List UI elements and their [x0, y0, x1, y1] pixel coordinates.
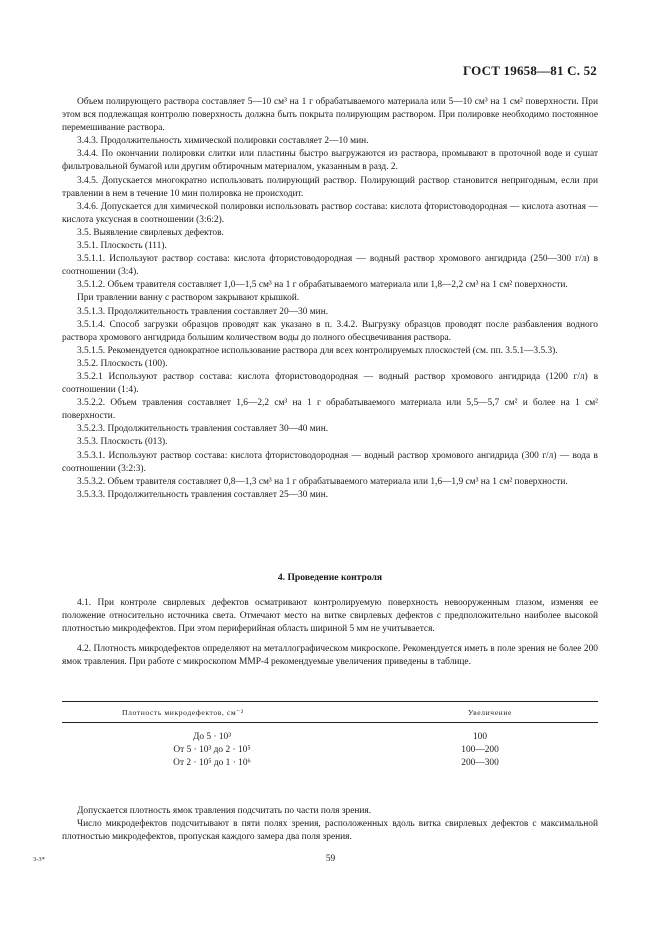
paragraph: 3.5.3.1. Используют раствор состава: кислота фтористоводородная — водный раствор хромового ангидрида (300 г/л) — вода в соотношении (3:2:3). — [62, 450, 598, 474]
paragraph: 3.4.3. Продолжительность химической полировки составляет 2—10 мин. — [77, 136, 369, 147]
table-row — [62, 744, 598, 757]
paragraph: 3.5.3.3. Продолжительность травления составляет 25—30 мин. — [77, 489, 329, 500]
paragraph: 3.5.1. Плоскость (111). — [77, 241, 167, 252]
paragraph: 3.4.4. По окончании полировки слитки или пластины быстро выгружаются из раствора, промывают в проточной воде и сушат фильтровальной бумагой или другим обтирочным материалом, указанным в разд. 2. — [62, 149, 598, 173]
table-cell: От 5 · 10³ до 2 · 10⁵ — [173, 745, 251, 755]
section-4-text — [62, 597, 598, 676]
paragraph: 3.5.1.1. Используют раствор состава: кислота фтористоводородная — водный раствор хромового ангидрида (250—300 г/л) в соотношении (3:4). — [62, 254, 598, 278]
paragraph: 3.5. Выявление свирлевых дефектов. — [77, 227, 224, 238]
table-header — [62, 702, 598, 722]
page-number: 59 — [325, 854, 336, 864]
table-cell: 100—200 — [461, 745, 499, 755]
paragraph: 3.5.3. Плоскость (013). — [77, 437, 168, 448]
paragraph: 4.1. При контроле свирлевых дефектов осматривают контролируемую поверхность невооруженным глазом, изменяя ее положение относительно источника света. Отмечают место на витке свирлевых дефектов с предположительно наиболее высокой плотностью микродефектов. При этом периферийная область шириной 5 мм не учитывается. — [62, 598, 598, 635]
table-row — [62, 731, 598, 744]
footer-mark: 3-3* — [33, 856, 45, 863]
paragraph: 3.5.2.2. Объем травления составляет 1,6—2,2 см³ на 1 г обрабатываемого материала или 5,5—5,7 см² и более на 1 см² поверхности. — [62, 398, 598, 422]
paragraph: 3.5.2.1 Используют раствор состава: кислота фтористоводородная — водный раствор хромового ангидрида (1200 г/л) в соотношении (1:4). — [62, 371, 598, 396]
paragraph: При травлении ванну с раствором закрывают крышкой. — [77, 293, 300, 304]
closing-text — [62, 805, 598, 844]
paragraph: 3.5.1.5. Рекомендуется однократное использование раствора для всех контролируемых плоскостей (см. пп. 3.5.1—3.5.3). — [77, 345, 558, 356]
paragraph: Объем полирующего раствора составляет 5—10 см³ на 1 г обрабатываемого материала или 5—10 см³ на 1 см² поверхности. При этом вся подлежащая контролю поверхность должна быть покрыта полирующим раствором. При полировке необходимо постоянное перемешивание раствора. — [62, 97, 598, 134]
paragraph: 3.4.5. Допускается многократно использовать полирующий раствор. Полирующий раствор становится непригодным, если при травлении в нем в течение 10 мин полировка не происходит. — [62, 175, 598, 199]
table-cell: 100 — [472, 732, 488, 742]
paragraph: 3.5.1.3. Продолжительность травления составляет 20—30 мин. — [77, 306, 329, 317]
column-header-density: Плотность микродефектов, см⁻² — [122, 707, 244, 717]
table-cell: 200—300 — [461, 758, 499, 768]
paragraph: 3.5.1.2. Объем травителя составляет 1,0—1,5 см³ на 1 г обрабатываемого материала или 1,8—2,2 см³ на 1 см² поверхности. — [77, 280, 568, 291]
section-heading: 4. Проведение контроля — [277, 572, 383, 583]
paragraph: Число микродефектов подсчитывают в пяти полях зрения, расположенных вдоль витка свирлевых дефектов с максимальной плотностью микродефектов, пропуская каждого замера два поля зрения. — [62, 819, 598, 843]
magnification-table — [62, 701, 598, 770]
paragraph: 3.5.2. Плоскость (100). — [77, 358, 168, 369]
paragraph: 3.4.6. Допускается для химической полировки использовать раствор состава: кислота фтористоводородная — кислота азотная — кислота уксусная в соотношении (3:6:2). — [62, 201, 598, 225]
page-header: ГОСТ 19658—81 С. 52 — [463, 63, 597, 78]
paragraph: 3.5.3.2. Объем травителя составляет 0,8—1,3 см³ на 1 г обрабатываемого материала или 1,6—1,9 см³ на 1 см² поверхности. — [77, 476, 568, 487]
table-row — [62, 757, 598, 770]
paragraph: 4.2. Плотность микродефектов определяют на металлографическом микроскопе. Рекомендуется иметь в поле зрения не более 200 ямок травления. При работе с микроскопом ММР-4 рекомендуемые увеличения приведены в таблице. — [62, 644, 598, 668]
column-header-magnification: Увеличение — [468, 707, 512, 717]
paragraph: 3.5.2.3. Продолжительность травления составляет 30—40 мин. — [77, 424, 329, 435]
table-body — [62, 723, 598, 770]
paragraph: 3.5.1.4. Способ загрузки образцов проводят как указано в п. 3.4.2. Выгрузку образцов проводят после разбавления водного раствора хромового ангидрида большим количеством воды до полного обесцвечивания раствора. — [62, 319, 598, 343]
body-text — [62, 96, 598, 502]
table-cell: До 5 · 10³ — [192, 732, 232, 742]
table-cell: От 2 · 10⁵ до 1 · 10⁶ — [173, 758, 251, 768]
paragraph: Допускается плотность ямок травления подсчитать по части поля зрения. — [77, 806, 372, 816]
